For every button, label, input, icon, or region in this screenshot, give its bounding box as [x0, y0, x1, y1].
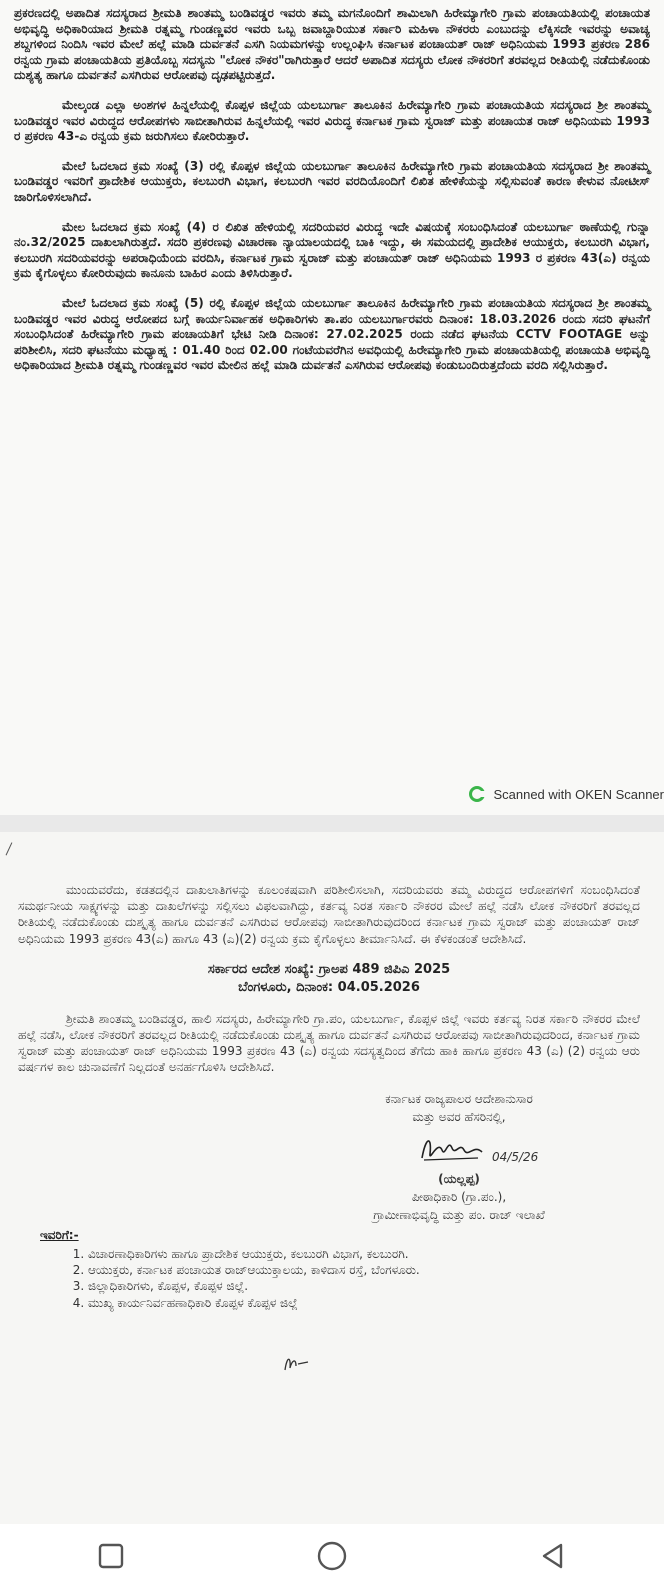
signatory-name: (ಯಲ್ಲಪ್ಪ): [438, 1171, 480, 1186]
list-item: 1. ವಿಚಾರಣಾಧಿಕಾರಿಗಳು ಹಾಗೂ ಪ್ರಾದೇಶಿಕ ಆಯುಕ್ತರು, ಕಲಬುರಗಿ ವಿಭಾಗ, ಕಲಬುರಗಿ.: [88, 1247, 640, 1262]
paragraph-2: ಮೇಲ್ಕಂಡ ಎಲ್ಲಾ ಅಂಶಗಳ ಹಿನ್ನಲೆಯಲ್ಲಿ ಕೊಪ್ಪಳ ಜಿಲ್ಲೆಯ ಯಲಬುರ್ಗಾ ತಾಲೂಕಿನ ಹಿರೇಮ್ಯಾಗೇರಿ ಗ್ರಾಮ ಪಂಚಾಯತಿಯ ಸದಸ್ಯರಾದ ಶ್ರೀ ಶಾಂತಮ್ಮ ಬಂಡಿವಡ್ಡರ ಇವರ ವಿರುದ್ಧದ ಆರೋಪಗಳು ಸಾಬೀತಾಗಿರುವ ಹಿನ್ನಲೆಯಲ್ಲಿ ಇವರ ವಿರುದ್ಧ ಕರ್ನಾಟಕ ಗ್ರಾಮ ಸ್ವರಾಜ್ ಮತ್ತು ಪಂಚಾಯತ ರಾಜ್ ಅಧಿನಿಯಮ 1993 ರ ಪ್ರಕರಣ 43-ಎ ರನ್ವಯ ಕ್ರಮ ಜರುಗಿಸಲು ಕೋರಿರುತ್ತಾರೆ.: [14, 97, 650, 144]
paragraph-1: ಪ್ರಕರಣದಲ್ಲಿ ಅಪಾದಿತ ಸದಸ್ಯರಾದ ಶ್ರೀಮತಿ ಶಾಂತಮ್ಮ ಬಂಡಿವಡ್ಡರ ಇವರು ತಮ್ಮ ಮಗನೊಂದಿಗೆ ಶಾಮಿಲಾಗಿ ಹಿರೇಮ್ಯಾಗೇರಿ ಗ್ರಾಮ ಪಂಚಾಯತಿಯಲ್ಲಿ ಪಂಚಾಯತ ಅಭಿವೃದ್ಧಿ ಅಧಿಕಾರಿಯಾದ ಶ್ರೀಮತಿ ರತ್ನಮ್ಮ ಗುಂಡಣ್ಣವರ ಇವರು ಒಬ್ಬ ಜವಾಬ್ದಾರಿಯುತ ಸರ್ಕಾರಿ ಮಹಿಳಾ ನೌಕರರು ಎಂಬುದನ್ನು ಲೆಕ್ಕಿಸದೇ ಇವರನ್ನು ಅವಾಚ್ಯ ಶಬ್ದಗಳಿಂದ ನಿಂದಿಸಿ ಇವರ ಮೇಲೆ ಹಲ್ಲೆ ಮಾಡಿ ದುರ್ವತನೆ ಎಸಗಿ ನಿಯಮಗಳನ್ನು ಉಲ್ಲಂಘಿಸಿ ಕರ್ನಾಟಕ ಪಂಚಾಯತ್ ರಾಜ್ ಅಧಿನಿಯಮ 1993 ಪ್ರಕರಣ 286 ರನ್ವಯ ಗ್ರಾಮ ಪಂಚಾಯತಿಯ ಪ್ರತಿಯೊಬ್ಬ ಸದಸ್ಯನು "ಲೋಕ ನೌಕರ"ರಾಗಿರುತ್ತಾರೆ ಆದರೆ ಅಪಾದಿತ ಸದಸ್ಯರು ಲೋಕ ನೌಕರರಿಗೆ ತರವಲ್ಲದ ರೀತಿಯಲ್ಲಿ ನಡೆದುಕೊಂಡು ದುಶ್ಯತ್ಯ ಹಾಗೂ ದುರ್ವತನೆ ಎಸಗಿರುವ ಆರೋಪವು ದೃಢಪಟ್ಟಿರುತ್ತದೆ.: [14, 6, 650, 83]
tick-mark-icon: [6, 842, 22, 859]
home-icon: [316, 1540, 348, 1572]
paragraph-order: ಶ್ರೀಮತಿ ಶಾಂತಮ್ಮ ಬಂಡಿವಡ್ಡರ, ಹಾಲಿ ಸದಸ್ಯರು, ಹಿರೇಮ್ಯಾಗೇರಿ ಗ್ರಾ.ಪಂ, ಯಲಬುರ್ಗಾ, ಕೊಪ್ಪಳ ಜಿಲ್ಲೆ ಇವರು ಕರ್ತವ್ಯ ನಿರತ ಸರ್ಕಾರಿ ನೌಕರರ ಮೇಲೆ ಹಲ್ಲೆ ನಡೆಸಿ, ಲೋಕ ನೌಕರರಿಗೆ ತರವಲ್ಲದ ರೀತಿಯಲ್ಲಿ ನಡೆದುಕೊಂಡು ದುಶ್ಕೃತ್ಯ ಹಾಗೂ ದುರ್ವತನೆ ಎಸಗಿರುವ ಆರೋಪವು ಸಾಬೀತಾಗಿರುವುದರಿಂದ, ಕರ್ನಾಟಕ ಗ್ರಾಮ ಸ್ವರಾಜ್ ಮತ್ತು ಪಂಚಾಯತ್ ರಾಜ್ ಅಧಿನಿಯಮ 1993 ಪ್ರಕರಣ 43 (ಎ) ರನ್ವಯ ಸದಸ್ಯತ್ವದಿಂದ ತೆಗೆದು ಹಾಕಿ ಹಾಗೂ ಪ್ರಕರಣ 43 (ಎ) (2) ರನ್ವಯ ಆರು ವರ್ಷಗಳ ಕಾಲ ಚುನಾವಣೆಗೆ ನಿಲ್ಲದಂತೆ ಅನರ್ಹಗೊಳಿಸಿ ಆದೇಶಿಸಿದೆ.: [18, 1011, 640, 1075]
signatory-line-1: ಕರ್ನಾಟಕ ರಾಜ್ಯಪಾಲರ ಆದೇಶಾನುಸಾರ: [385, 1091, 533, 1106]
list-item: 4. ಮುಖ್ಯ ಕಾರ್ಯನಿರ್ವಹಣಾಧಿಕಾರಿ ಕೊಪ್ಪಳ ಕೊಪ್ಪಳ ಜಿಲ್ಲೆ: [88, 1296, 640, 1311]
recent-apps-button[interactable]: [81, 1536, 141, 1576]
recipients-list: [18, 1247, 640, 1312]
signatory-line-2: ಮತ್ತು ಅವರ ಹೆಸರಿನಲ್ಲಿ,: [412, 1109, 506, 1124]
paragraph-intro: ಮುಂದುವರೆದು, ಕಡತದಲ್ಲಿನ ದಾಖಲಾತಿಗಳನ್ನು ಕೂಲಂಕಷವಾಗಿ ಪರಿಶೀಲಿಸಲಾಗಿ, ಸದರಿಯವರು ತಮ್ಮ ವಿರುದ್ಧದ ಆರೋಪಗಳಿಗೆ ಸಂಬಂಧಿಸಿದಂತೆ ಸಮರ್ಥನೀಯ ಸಾಕ್ಷ್ಯಗಳನ್ನು ಮತ್ತು ದಾಖಲೆಗಳನ್ನು ಸಲ್ಲಿಸಲು ವಿಫಲವಾಗಿದ್ದು, ಕರ್ತವ್ಯ ನಿರತ ಸರ್ಕಾರಿ ನೌಕರರ ಮೇಲೆ ಹಲ್ಲೆ ನಡೆಸಿ ಲೋಕ ನೌಕರರಿಗೆ ತರವಲ್ಲದ ರೀತಿಯಲ್ಲಿ ನಡೆದುಕೊಂಡು ದುಶ್ಕೃತ್ಯ ಹಾಗೂ ದುರ್ವತನೆ ಎಸಗಿರುವ ಆರೋಪವು ಸಾಬೀತಾಗಿರುವುದರಿಂದ ಕರ್ನಾಟಕ ಗ್ರಾಮ ಸ್ವರಾಜ್ ಮತ್ತು ಪಂಚಾಯತ್ ರಾಜ್ ಅಧಿನಿಯಮ 1993 ಪ್ರಕರಣ 43(ಎ) ಹಾಗೂ 43 (ಎ)(2) ರನ್ವಯ ಕ್ರಮ ಕೈಗೊಳ್ಳಲು ತೀರ್ಮಾನಿಸಿದೆ. ಈ ಕೆಳಕಂಡಂತೆ ಆದೇಶಿಸಿದೆ.: [18, 883, 640, 946]
scanner-label: Scanned with OKEN Scanner: [493, 786, 664, 802]
scanned-page-2: [0, 832, 664, 1524]
list-item: 3. ಜಿಲ್ಲಾಧಿಕಾರಿಗಳು, ಕೊಪ್ಪಳ, ಕೊಪ್ಪಳ ಜಿಲ್ಲೆ.: [88, 1279, 640, 1294]
signature-date: 04/5/26: [492, 1149, 539, 1164]
order-header: [18, 961, 640, 997]
recent-apps-icon: [98, 1543, 124, 1569]
scanner-watermark: [469, 786, 664, 802]
signatory-department: ಗ್ರಾಮೀಣಾಭಿವೃದ್ಧಿ ಮತ್ತು ಪಂ. ರಾಜ್ ಇಲಾಖೆ: [373, 1207, 545, 1222]
android-nav-bar: [0, 1524, 664, 1588]
order-place-date: ಬೆಂಗಳೂರು, ದಿನಾಂಕ: 04.05.2026: [238, 979, 420, 995]
page-separator: [0, 815, 664, 833]
back-icon: [539, 1542, 567, 1570]
back-button[interactable]: [523, 1536, 583, 1576]
signature: [278, 1132, 640, 1170]
recipients-title: ಇವರಿಗೆ:-: [40, 1227, 79, 1242]
signatory-designation: ಪೀಠಾಧಿಕಾರಿ (ಗ್ರಾ.ಪಂ.),: [411, 1189, 507, 1204]
paragraph-5: ಮೇಲೆ ಓದಲಾದ ಕ್ರಮ ಸಂಖ್ಯೆ (5) ರಲ್ಲಿ ಕೊಪ್ಪಳ ಜಿಲ್ಲೆಯ ಯಲಬುರ್ಗಾ ತಾಲೂಕಿನ ಹಿರೇಮ್ಯಾಗೇರಿ ಗ್ರಾಮ ಪಂಚಾಯತಿಯ ಸದಸ್ಯರಾದ ಶ್ರೀ ಶಾಂತಮ್ಮ ಬಂಡಿವಡ್ಡರ ಇವರ ವಿರುದ್ಧ ಆರೋಪದ ಬಗ್ಗೆ ಕಾರ್ಯನಿರ್ವಾಹಕ ಅಧಿಕಾರಿಗಳು ತಾ.ಪಂ ಯಲಬುರ್ಗಾರವರು ದಿನಾಂಕ: 18.03.2026 ರಂದು ಸದರಿ ಘಟನೆಗೆ ಸಂಬಂಧಿಸಿದಂತೆ ಹಿರೇಮ್ಯಾಗೇರಿ ಗ್ರಾಮ ಪಂಚಾಯತಿಗೆ ಭೇಟಿ ನೀಡಿ ದಿನಾಂಕ: 27.02.2025 ರಂದು ನಡೆದ ಘಟನೆಯ CCTV FOOTAGE ಅನ್ನು ಪರಿಶೀಲಿಸಿ, ಸದರಿ ಘಟನೆಯು ಮಧ್ಯಾಹ್ನ : 01.40 ರಿಂದ 02.00 ಗಂಟೆಯವರೆಗಿನ ಅವಧಿಯಲ್ಲಿ ಹಿರೇಮ್ಯಾಗೇರಿ ಗ್ರಾಮ ಪಂಚಾಯತಿಯಲ್ಲಿ ಪಂಚಾಯತಿ ಅಭಿವೃದ್ಧಿ ಅಧಿಕಾರಿಯಾದ ಶ್ರೀಮತಿ ರತ್ನಮ್ಮ ಗುಂಡಣ್ಣವರ ಇವರ ಮೇಲಿನ ಹಲ್ಲೆ ಮಾಡಿ ದುರ್ವತನೆ ಎಸಗಿರುವ ಆರೋಪವು ಕಂಡುಬಂದಿರುತ್ತದೆಂದು ವರದಿ ಸಲ್ಲಿಸಿರುತ್ತಾರೆ.: [14, 295, 650, 373]
oken-logo-icon: [469, 786, 485, 802]
initials-scribble-icon: [282, 1352, 312, 1374]
list-item: 2. ಆಯುಕ್ತರು, ಕರ್ನಾಟಕ ಪಂಚಾಯತ ರಾಜ್‌ಆಯುಕ್ತಾಲಯ, ಕಾಳಿದಾಸ ರಸ್ತೆ, ಬೆಂಗಳೂರು.: [88, 1263, 640, 1278]
home-button[interactable]: [302, 1536, 362, 1576]
signatory-block: [278, 1090, 640, 1224]
paragraph-4: ಮೇಲ ಓದಲಾದ ಕ್ರಮ ಸಂಖ್ಯೆ (4) ರ ಲಿಖಿತ ಹೇಳಿಯಲ್ಲಿ ಸದರಿಯವರ ವಿರುದ್ಧ ಇದೇ ವಿಷಯಕ್ಕೆ ಸಂಬಂಧಿಸಿದಂತೆ ಯಲಬುರ್ಗಾ ಠಾಣೆಯಲ್ಲಿ ಗುನ್ನಾ ನಂ.32/2025 ದಾಖಲಾಗಿರುತ್ತದೆ. ಸದರಿ ಪ್ರಕರಣವು ವಿಚಾರಣಾ ನ್ಯಾಯಾಲಯದಲ್ಲಿ ಬಾಕಿ ಇದ್ದು, ಈ ಸಮಯದಲ್ಲಿ ಪ್ರಾದೇಶಿಕ ಆಯುಕ್ತರು, ಕಲಬುರಗಿ ವಿಭಾಗ, ಕಲಬುರಗಿ ಸದರಿಯವರನ್ನು ಅಪರಾಧಿಯೆಂದು ವರದಿಸಿ, ಕರ್ನಾಟಕ ಗ್ರಾಮ ಸ್ವರಾಜ್ ಮತ್ತು ಪಂಚಾಯತ್ ರಾಜ್ ಅಧಿನಿಯಮ 1993 ರ ಪ್ರಕರಣ 43(ಎ) ರನ್ವಯ ಕ್ರಮ ಕೈಗೊಳ್ಳಲು ಕೋರಿರುವುದು ಕಾನೂನು ಬಾಹಿರ ಎಂದು ತಿಳಿಸಿರುತ್ತಾರೆ.: [14, 219, 650, 281]
signature-scribble-icon: [418, 1132, 488, 1166]
paragraph-3: ಮೇಲೆ ಓದಲಾದ ಕ್ರಮ ಸಂಖ್ಯೆ (3) ರಲ್ಲಿ ಕೊಪ್ಪಳ ಜಿಲ್ಲೆಯ ಯಲಬುರ್ಗಾ ತಾಲೂಕಿನ ಹಿರೇಮ್ಯಾಗೇರಿ ಗ್ರಾಮ ಪಂಚಾಯತಿಯ ಸದಸ್ಯರಾದ ಶ್ರೀ ಶಾಂತಮ್ಮ ಬಂಡಿವಡ್ಡರ ಇವರಿಗೆ ಪ್ರಾದೇಶಿಕ ಆಯುಕ್ತರು, ಕಲಬುರಗಿ ವಿಭಾಗ, ಕಲಬುರಗಿ ಇವರ ವರದಿಯೊಂದಿಗೆ ಲಿಖಿತ ಹೇಳಿಕೆಯನ್ನು ಸಲ್ಲಿಸುವಂತೆ ಕಾರಣ ಕೇಳುವ ನೋಟೀಸ್ ಜಾರಿಗೊಳಿಸಲಾಗಿದೆ.: [14, 158, 650, 204]
order-number: ಸರ್ಕಾರದ ಆದೇಶ ಸಂಖ್ಯೆ: ಗ್ರಾಅಪ 489 ಜಿಪಿಎ 2025: [207, 961, 451, 977]
